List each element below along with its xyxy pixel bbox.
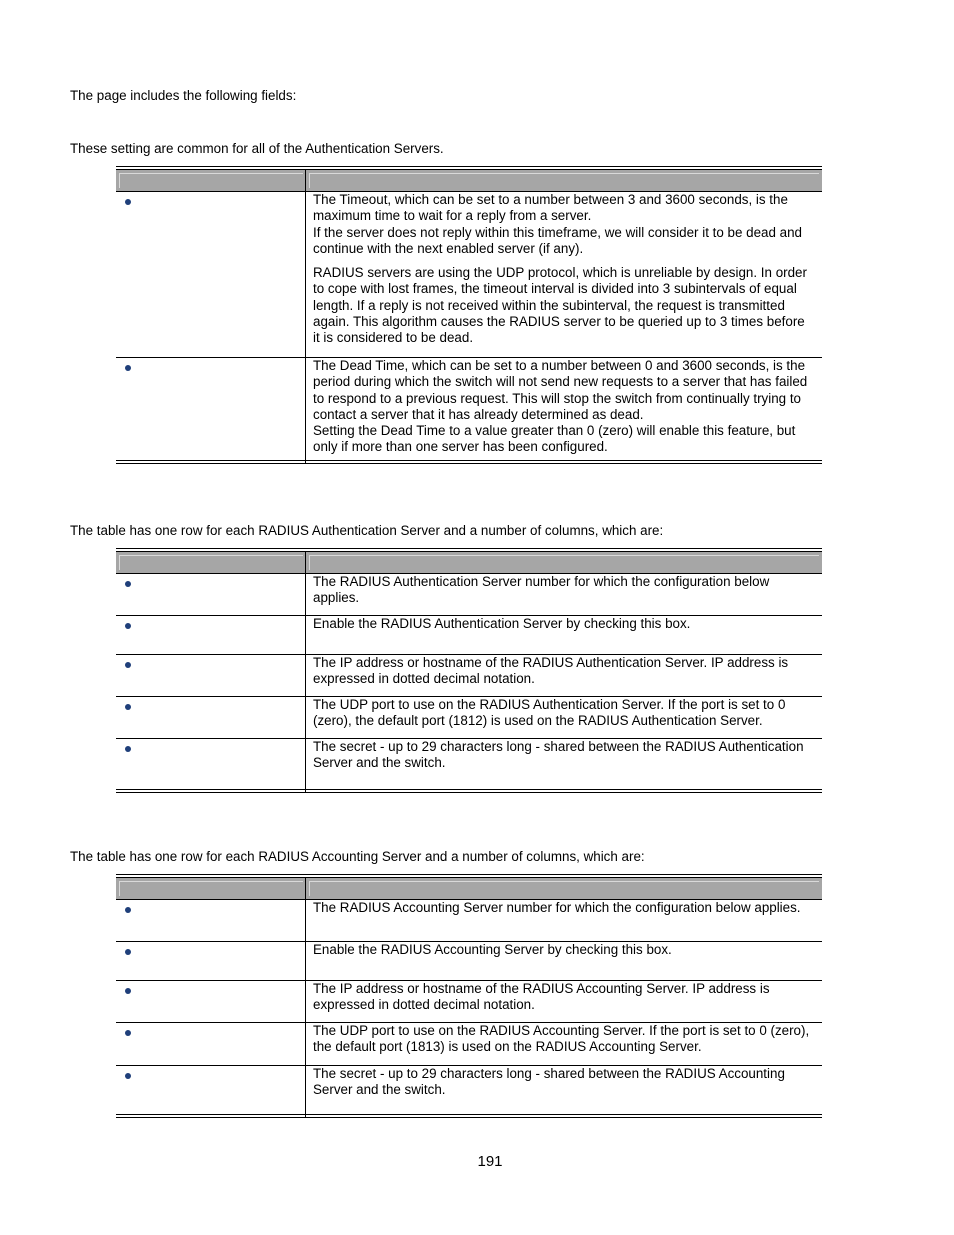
common-settings-table: [116, 166, 822, 464]
description-paragraph: The Dead Time, which can be set to a number between 0 and 3600 seconds, is the period during which the switch will not send new requests to a server that has failed to respond to a previous request. This will stop the switch from continually trying to contact a server that it has already determined as dead.: [313, 358, 808, 422]
table-row: [116, 1023, 822, 1066]
description-cell: The IP address or hostname of the RADIUS Accounting Server. IP address is expressed in dotted decimal notation.: [313, 981, 770, 1013]
table-row: [116, 942, 822, 981]
object-cell: [116, 942, 306, 980]
acct-table-intro: The table has one row for each RADIUS Accounting Server and a number of columns, which are:: [70, 849, 645, 864]
table-row-dead-time: [116, 358, 822, 463]
bullet-icon: [125, 1073, 131, 1079]
object-cell: [116, 574, 306, 615]
table-row: [116, 574, 822, 616]
description-paragraph: The Timeout, which can be set to a number between 3 and 3600 seconds, is the maximum time to wait for a reply from a server.: [313, 192, 788, 224]
table-row: [116, 655, 822, 697]
object-cell: [116, 1023, 306, 1065]
description-cell: Enable the RADIUS Accounting Server by checking this box.: [313, 942, 672, 957]
bullet-icon: [125, 581, 131, 587]
table-row: [116, 981, 822, 1023]
object-cell: [116, 616, 306, 654]
table-header: [116, 878, 822, 900]
bullet-icon: [125, 907, 131, 913]
table-row: [116, 697, 822, 739]
header-description-cell: [309, 881, 819, 896]
description-cell: [306, 192, 822, 347]
description-cell: The RADIUS Accounting Server number for which the configuration below applies.: [313, 900, 801, 915]
object-cell: [116, 739, 306, 792]
description-cell: The UDP port to use on the RADIUS Authentication Server. If the port is set to 0 (zero), the default port (1812) is used on the RADIUS Authentication Server.: [313, 697, 786, 729]
table-row: [116, 616, 822, 655]
common-settings-intro: These setting are common for all of the Authentication Servers.: [70, 141, 444, 156]
table-header: [116, 170, 822, 192]
header-description-cell: [309, 173, 819, 188]
auth-server-table: [116, 548, 822, 793]
description-cell: The secret - up to 29 characters long - shared between the RADIUS Accounting Server and the switch.: [313, 1066, 785, 1098]
table-row: [116, 900, 822, 942]
fields-intro: The page includes the following fields:: [70, 88, 297, 103]
page-number: 191: [477, 1153, 503, 1170]
object-cell: [116, 655, 306, 696]
object-cell: [116, 192, 306, 357]
description-cell: The UDP port to use on the RADIUS Accounting Server. If the port is set to 0 (zero), the default port (1813) is used on the RADIUS Accounting Server.: [313, 1023, 810, 1055]
description-paragraph: RADIUS servers are using the UDP protocol, which is unreliable by design. In order to cope with lost frames, the timeout interval is divided into 3 subintervals of equal length. If a reply is not received within the subinterval, the request is transmitted again. This algorithm causes the RADIUS server to be queried up to 3 times before it is considered to be dead.: [313, 265, 807, 346]
bullet-icon: [125, 199, 131, 205]
table-row: [116, 1066, 822, 1117]
bullet-icon: [125, 365, 131, 371]
description-cell: The IP address or hostname of the RADIUS Authentication Server. IP address is expressed in dotted decimal notation.: [313, 655, 789, 687]
object-cell: [116, 358, 306, 463]
description-paragraph: Setting the Dead Time to a value greater than 0 (zero) will enable this feature, but only if more than one server has been configured.: [313, 423, 796, 455]
object-cell: [116, 1066, 306, 1117]
bullet-icon: [125, 988, 131, 994]
description-paragraph: If the server does not reply within this timeframe, we will consider it to be dead and continue with the next enabled server (if any).: [313, 224, 802, 256]
description-cell: The secret - up to 29 characters long - shared between the RADIUS Authentication Server and the switch.: [313, 739, 804, 771]
object-cell: [116, 900, 306, 941]
auth-table-intro: The table has one row for each RADIUS Authentication Server and a number of columns, which are:: [70, 523, 664, 538]
bullet-icon: [125, 623, 131, 629]
header-description-cell: [309, 555, 819, 570]
object-cell: [116, 981, 306, 1022]
description-cell: The RADIUS Authentication Server number for which the configuration below applies.: [313, 574, 770, 606]
bullet-icon: [125, 662, 131, 668]
description-cell: [306, 358, 822, 456]
header-object-cell: [119, 173, 303, 188]
bullet-icon: [125, 1030, 131, 1036]
header-object-cell: [119, 881, 303, 896]
table-header: [116, 552, 822, 574]
bullet-icon: [125, 746, 131, 752]
bullet-icon: [125, 704, 131, 710]
table-row: [116, 739, 822, 792]
bullet-icon: [125, 949, 131, 955]
header-object-cell: [119, 555, 303, 570]
object-cell: [116, 697, 306, 738]
acct-server-table: [116, 874, 822, 1118]
description-cell: Enable the RADIUS Authentication Server by checking this box.: [313, 616, 691, 631]
table-row-timeout: [116, 192, 822, 358]
